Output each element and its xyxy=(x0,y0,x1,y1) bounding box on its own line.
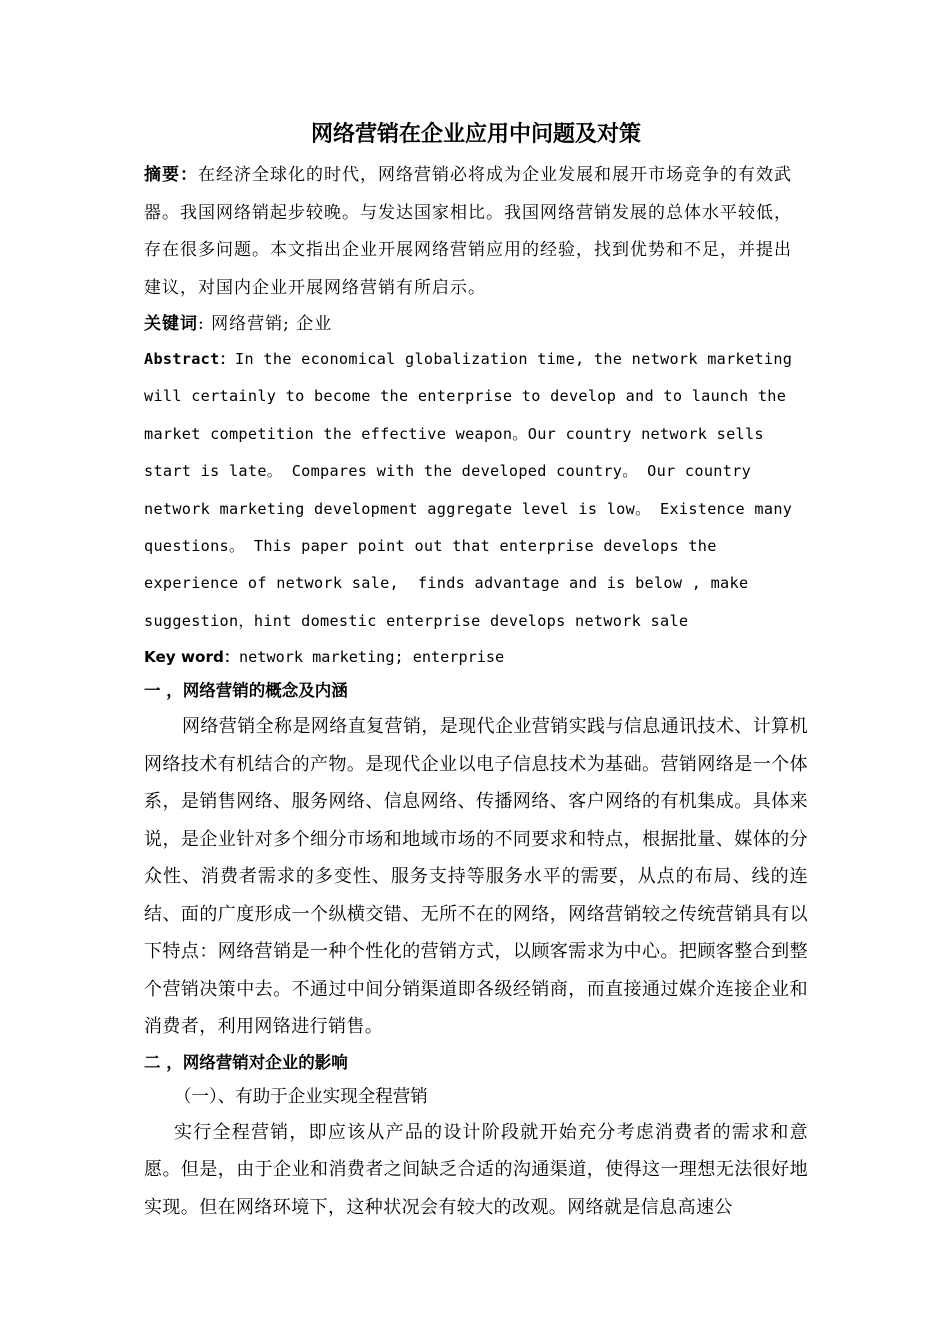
keywords-cn-label: 关键词 xyxy=(144,314,198,334)
section1-heading: 一 ，网络营销的概念及内涵 xyxy=(144,681,348,701)
abstract-cn-text: 在经济全球化的时代，网络营销必将成为企业发展和展开市场竞争的有效武器。我国网络销起步较晚。与发达国家相比。我国网络营销发展的总体水平较低，存在很多问题。本文指出企业开展网络营销应用的经验，找到优势和不足，并提出建议，对国内企业开展网络营销有所启示。 xyxy=(144,165,792,298)
section2-heading: 二 ，网络营销对企业的影响 xyxy=(144,1052,348,1072)
keywords-cn xyxy=(144,307,808,341)
document-body xyxy=(144,117,808,1226)
keywords-en-label: Key word： xyxy=(144,648,240,667)
keywords-en xyxy=(144,640,808,674)
abstract-cn xyxy=(144,157,808,307)
keywords-cn-text: : 网络营销; 企业 xyxy=(198,314,333,334)
abstract-cn-label: 摘要： xyxy=(144,165,198,185)
section2-paragraph: 实行全程营销，即应该从产品的设计阶段就开始充分考虑消费者的需求和意愿。但是，由于企业和消费者之间缺乏合适的沟通渠道，使得这一理想无法很好地实现。但在网络环境下，这种状况会有较大的改观。网络就是信息高速公 xyxy=(144,1121,808,1218)
document-title: 网络营销在企业应用中问题及对策 xyxy=(310,122,641,147)
section2-subheading: （一）、有助于企业实现全程营销 xyxy=(174,1086,428,1107)
abstract-en xyxy=(144,341,808,640)
keywords-en-text: network marketing; enterprise xyxy=(239,648,505,667)
abstract-en-text: In the economical globalization time, the network marketing will certainly to become the enterprise to develop and to launch the market competition the effective weapon。Our country network sells start is late。 Compares with the developed country。 Our country network marketing development aggregate level is low。 Existence many questions。 This paper point out that enterprise develops the experience of network sale, finds advantage and is below , make suggestion，hint domestic enterprise develops network sale xyxy=(144,350,802,630)
abstract-en-label: Abstract： xyxy=(144,350,236,368)
section1-paragraph: 网络营销全称是网络直复营销，是现代企业营销实践与信息通讯技术、计算机网络技术有机结合的产物。是现代企业以电子信息技术为基础。营销网络是一个体系，是销售网络、服务网络、信息网络、传播网络、客户网络的有机集成。具体来说，是企业针对多个细分市场和地域市场的不同要求和特点，根据批量、媒体的分众性、消费者需求的多变性、服务支持等服务水平的需要，从点的布局、线的连结、面的广度形成一个纵横交错、无所不在的网络，网络营销较之传统营销具有以下特点：网络营销是一种个性化的营销方式，以顾客需求为中心。把顾客整合到整个营销决策中去。不通过中间分销渠道即各级经销商，而直接通过媒介连接企业和消费者，利用网铬进行销售。 xyxy=(144,716,808,1038)
